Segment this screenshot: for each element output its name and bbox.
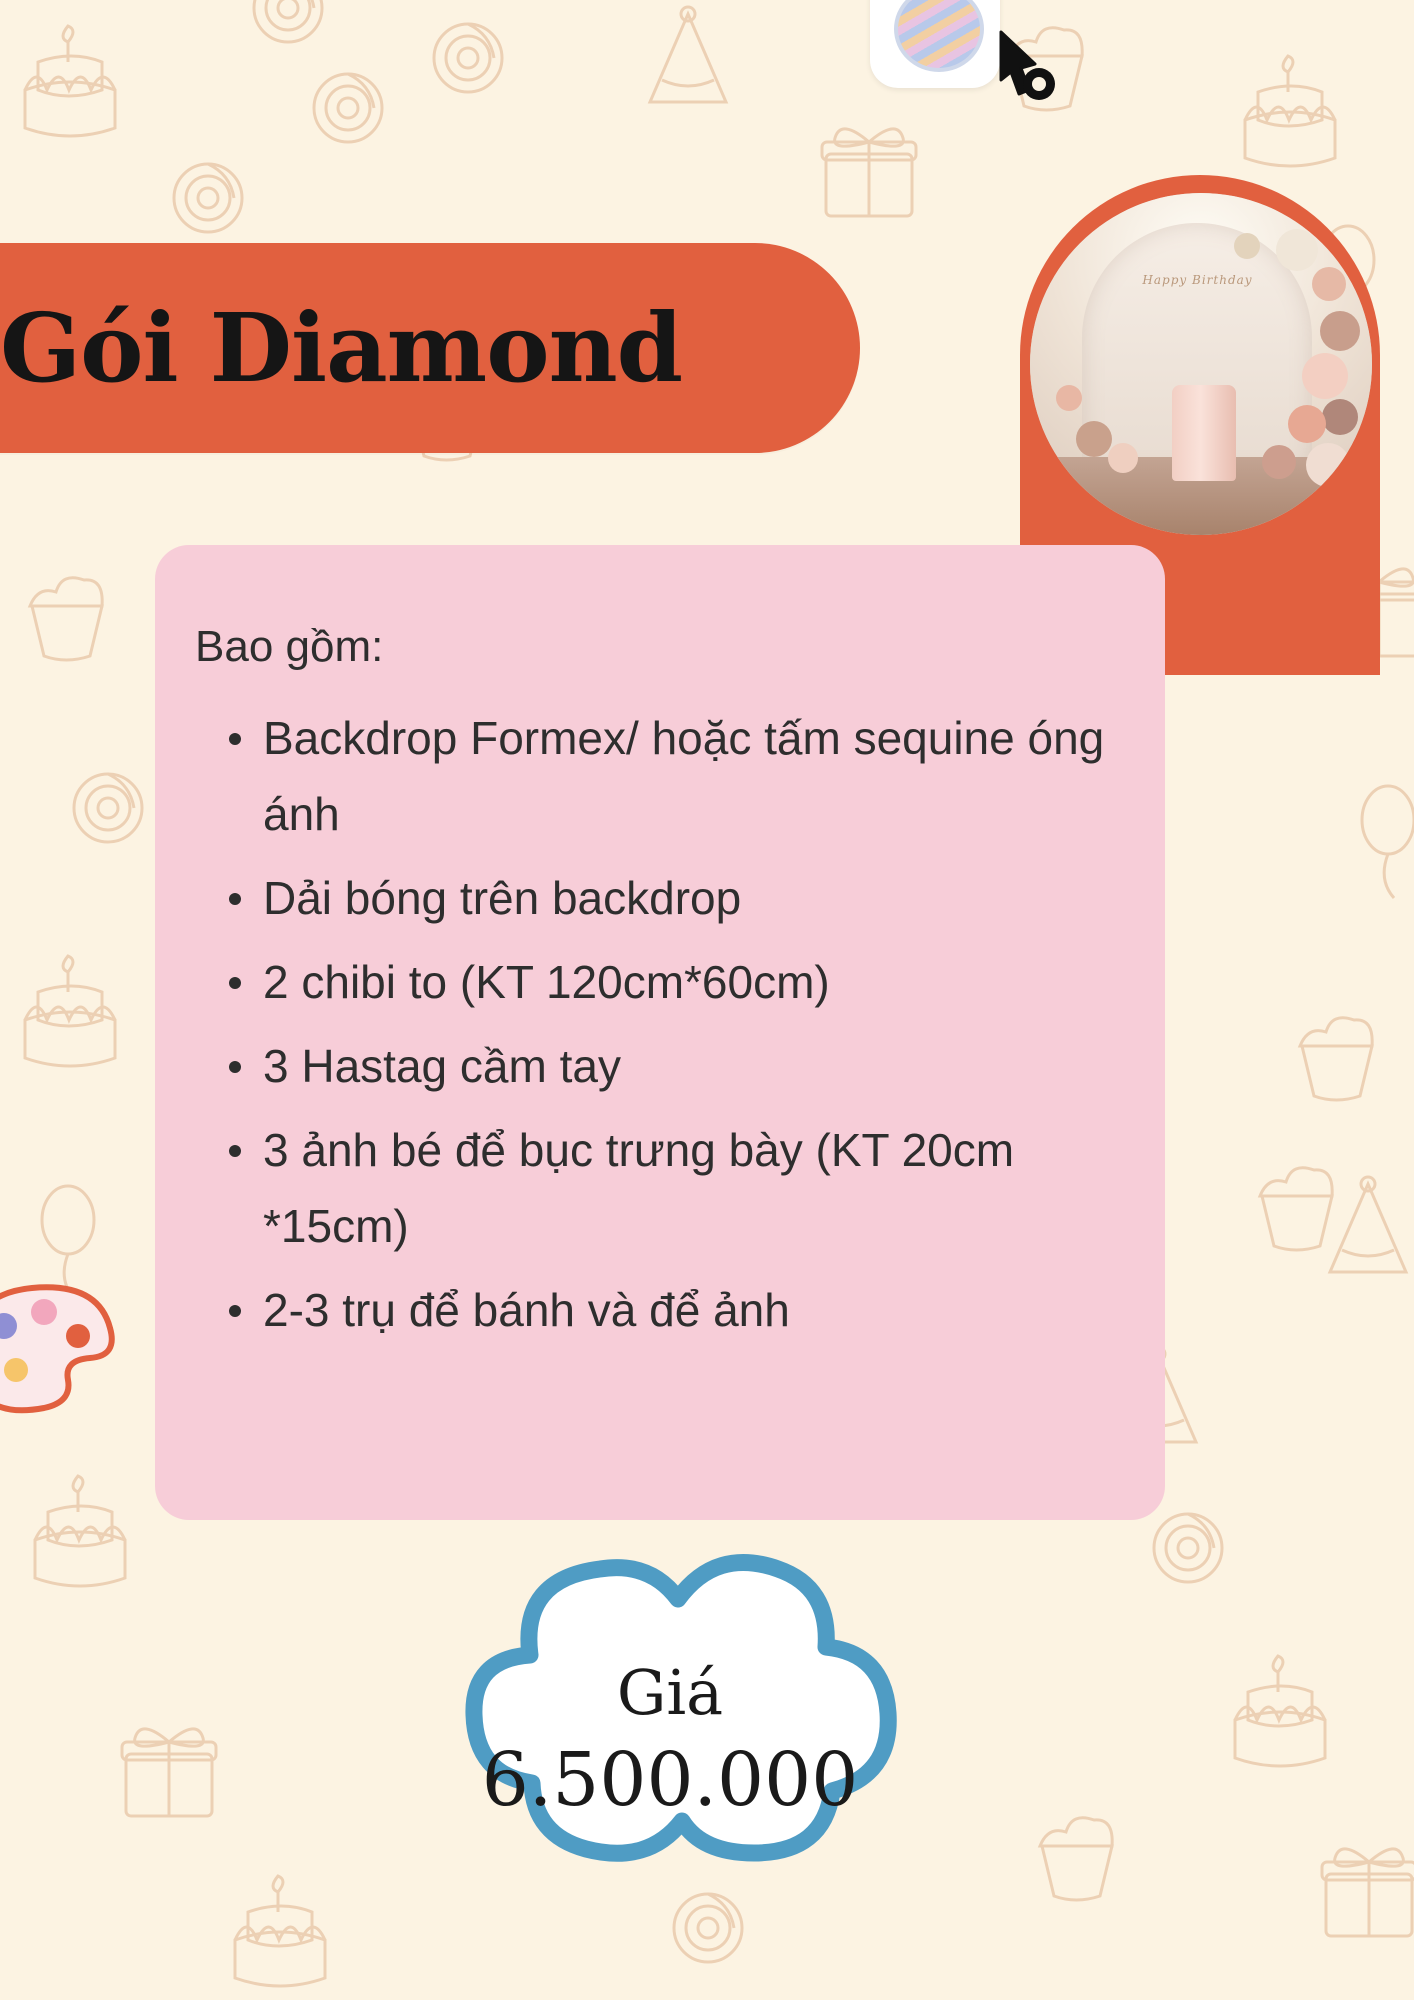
includes-label: Bao gồm:	[195, 622, 384, 671]
bullet-icon	[229, 733, 241, 745]
balloon	[1306, 443, 1350, 487]
balloon	[1322, 399, 1358, 435]
list-item-label: 3 Hastag cầm tay	[263, 1040, 621, 1092]
bullet-icon	[229, 893, 241, 905]
balloon	[1312, 267, 1346, 301]
price-label: Giá	[616, 1656, 724, 1729]
price-value: 6.500.000	[481, 1737, 859, 1823]
balloon	[1108, 443, 1138, 473]
photo-caption: Happy Birthday	[1142, 273, 1253, 287]
bullet-icon	[229, 977, 241, 989]
swirl-ring-icon	[894, 0, 984, 72]
package-title-banner	[0, 243, 860, 453]
list-item-label: Backdrop Formex/ hoặc tấm sequine óng ánh	[263, 712, 1105, 840]
price-cloud	[355, 1535, 985, 1965]
photo-plinth	[1172, 385, 1236, 481]
cursor-pointer-icon	[995, 28, 1065, 108]
list-item	[263, 860, 1135, 936]
includes-list	[213, 700, 1135, 1356]
balloon	[1276, 229, 1318, 271]
list-item	[263, 1112, 1135, 1264]
list-item-label: 2-3 trụ để bánh và để ảnh	[263, 1284, 790, 1336]
list-item-label: 2 chibi to (KT 120cm*60cm)	[263, 956, 830, 1008]
balloon	[1056, 385, 1082, 411]
list-item	[263, 1272, 1135, 1348]
page-title: Gói Diamond	[0, 292, 683, 404]
backdrop-photo	[1030, 193, 1372, 535]
list-item	[263, 700, 1135, 852]
list-item	[263, 944, 1135, 1020]
bullet-icon	[229, 1061, 241, 1073]
paint-palette-icon	[0, 1270, 130, 1430]
list-item-label: Dải bóng trên backdrop	[263, 872, 742, 924]
includes-card	[155, 545, 1165, 1520]
bullet-icon	[229, 1145, 241, 1157]
balloon	[1262, 445, 1296, 479]
balloon	[1302, 353, 1348, 399]
balloon	[1320, 311, 1360, 351]
balloon	[1234, 233, 1260, 259]
price-block	[355, 1655, 985, 1829]
list-item	[263, 1028, 1135, 1104]
balloon	[1288, 405, 1326, 443]
list-item-label: 3 ảnh bé để bục trưng bày (KT 20cm *15cm)	[263, 1124, 1015, 1252]
balloon	[1076, 421, 1112, 457]
sticker-badge-icon	[870, 0, 1000, 88]
bullet-icon	[229, 1305, 241, 1317]
